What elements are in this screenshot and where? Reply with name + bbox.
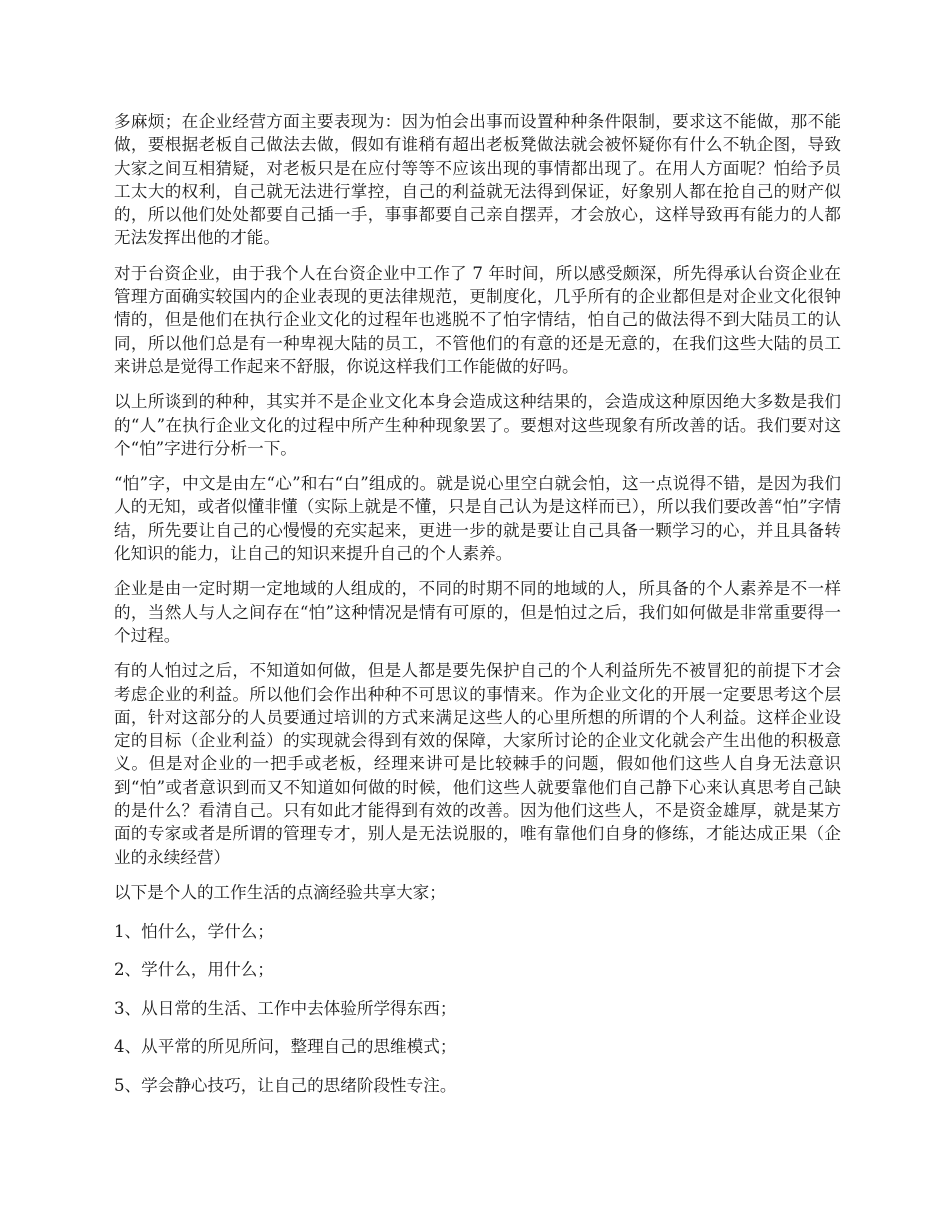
list-intro: 以下是个人的工作生活的点滴经验共享大家； [114,882,446,902]
experience-list [114,920,841,1098]
list-item: 5、学会静心技巧，让自己的思绪阶段性专注。 [114,1075,457,1095]
document-body [114,110,841,1112]
paragraph: 有的人怕过之后，不知道如何做，但是人都是要先保护自己的个人利益所先不被冒犯的前提下才会考虑企业的利益。所以他们会作出种种不可思议的事情来。作为企业文化的开展一定要思考这个层面，针对这部分的人员要通过培训的方式来满足这些人的心里所想的所谓的个人利益。这样企业设定的目标（企业利益）的实现就会得到有效的保障，大家所讨论的企业文化就会产生出他的积极意义。但是对企业的一把手或老板，经理来讲可是比较棘手的问题，假如他们这些人自身无法意识到“怕”或者意识到而又不知道如何做的时候，他们这些人就要靠他们自己静下心来认真思考自己缺的是什么？看清自己。只有如此才能得到有效的改善。因为他们这些人，不是资金雄厚，就是某方面的专家或者是所谓的管理专才，别人是无法说服的，唯有靠他们自身的修练，才能达成正果（企业的永续经营） [114,661,841,867]
list-item: 3、从日常的生活、工作中去体验所学得东西； [114,998,457,1018]
paragraph: “怕”字，中文是由左“心”和右“白”组成的。就是说心里空白就会怕，这一点说得不错，是因为我们人的无知，或者似懂非懂（实际上就是不懂，只是自己认为是这样而已），所以我们要改善“怕”字情结，所先要让自己的心慢慢的充实起来，更进一步的就是要让自己具备一颗学习的心，并且具备转化知识的能力，让自己的知识来提升自己的个人素养。 [114,474,841,564]
paragraph: 对于台资企业，由于我个人在台资企业中工作了 7 年时间，所以感受颇深，所先得承认台资企业在管理方面确实较国内的企业表现的更法律规范，更制度化，几乎所有的企业都但是对企业文化很钟情的，但是他们在执行企业文化的过程年也逃脱不了怕字情结，怕自己的做法得不到大陆员工的认同，所以他们总是有一种卑视大陆的员工，不管他们的有意的还是无意的，在我们这些大陆的员工来讲总是觉得工作起来不舒服，你说这样我们工作能做的好吗。 [114,263,841,376]
list-item: 4、从平常的所见所问，整理自己的思维模式； [114,1037,457,1057]
list-item: 1、怕什么，学什么； [114,921,274,941]
list-item: 2、学什么，用什么； [114,960,274,980]
paragraph: 多麻烦；在企业经营方面主要表现为：因为怕会出事而设置种种条件限制，要求这不能做，那不能做，要根据老板自己做法去做，假如有谁稍有超出老板凳做法就会被怀疑你有什么不轨企图，导致大家之间互相猜疑，对老板只是在应付等等不应该出现的事情都出现了。在用人方面呢？怕给予员工太大的权利，自己就无法进行掌控，自己的利益就无法得到保证，好象别人都在抢自己的财产似的，所以他们处处都要自己插一手，事事都要自己亲自摆弄，才会放心，这样导致再有能力的人都无法发挥出他的才能。 [114,112,841,248]
paragraph: 企业是由一定时期一定地域的人组成的，不同的时期不同的地域的人，所具备的个人素养是不一样的，当然人与人之间存在“怕”这种情况是情有可原的，但是怕过之后，我们如何做是非常重要得一个过程。 [114,579,841,645]
paragraph: 以上所谈到的种种，其实并不是企业文化本身会造成这种结果的，会造成这种原因绝大多数是我们的“人”在执行企业文化的过程中所产生种种现象罢了。要想对这些现象有所改善的话。我们要对这个“怕”字进行分析一下。 [114,392,841,458]
